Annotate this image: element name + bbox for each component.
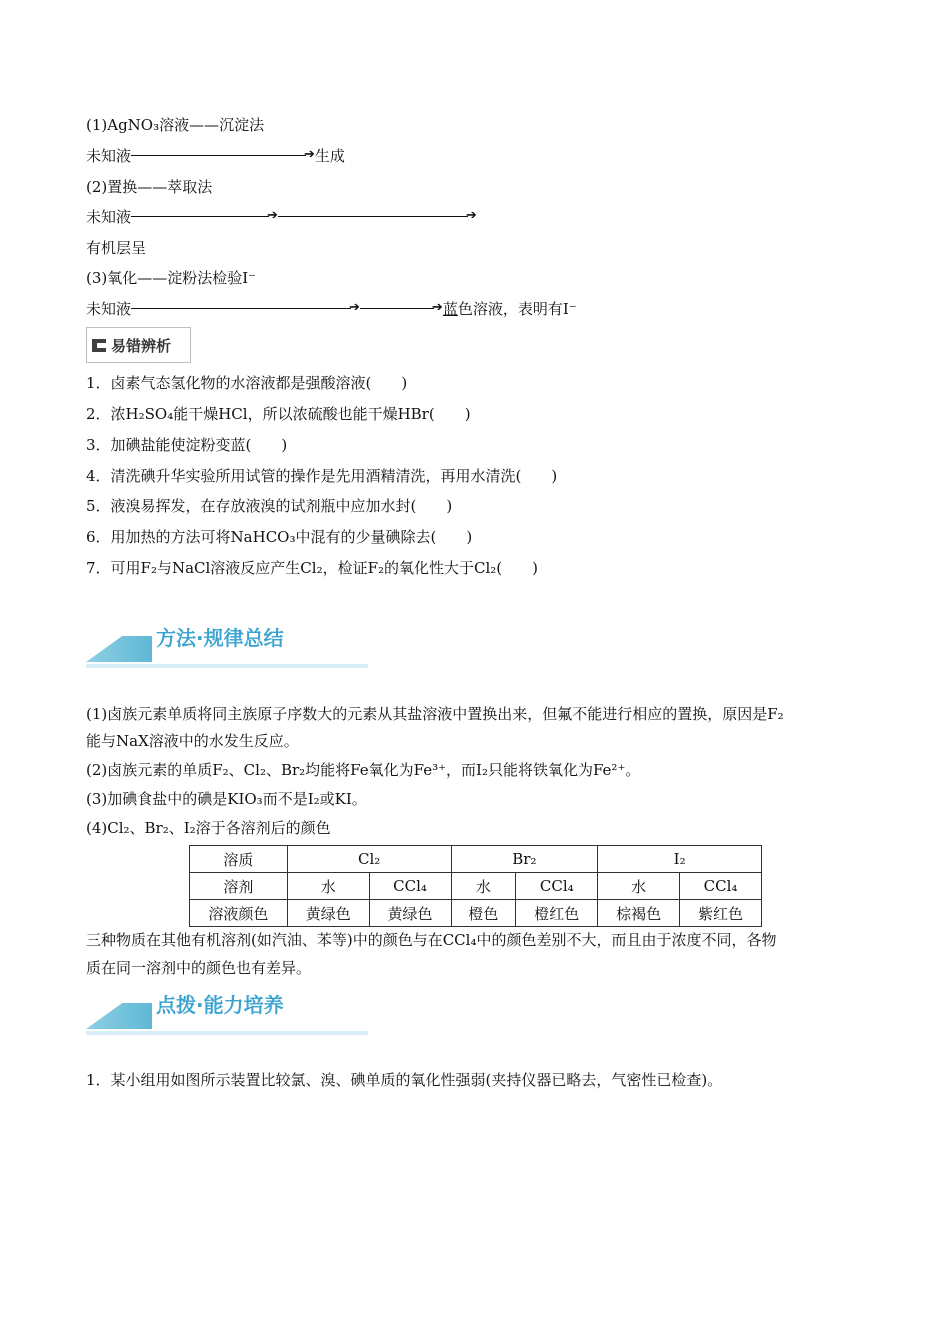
table-cell: 水	[598, 873, 680, 900]
table-cell: 水	[287, 873, 369, 900]
table-header-solvent: 溶剂	[190, 873, 288, 900]
badge-label: 易错辨析	[111, 337, 172, 355]
method1-start: 未知液	[86, 147, 132, 165]
section-title: 方法·规律总结	[156, 626, 284, 650]
table-cell: Cl₂	[287, 846, 451, 873]
method2-title: (2)置换——萃取法	[86, 178, 213, 196]
table-cell: 橙色	[451, 900, 516, 927]
section-triangle-decoration	[86, 636, 152, 662]
table-cell: CCl₄	[680, 873, 762, 900]
badge-e-icon	[92, 339, 106, 352]
table-cell: Br₂	[451, 846, 598, 873]
summary-paragraph: 三种物质在其他有机溶剂(如汽油、苯等)中的颜色与在CCl₄中的颜色差别不大，而且由于浓度不同，各物	[86, 931, 777, 949]
method3-flow	[86, 299, 577, 320]
table-row	[190, 846, 762, 873]
table-cell: 紫红色	[680, 900, 762, 927]
summary-paragraph: (2)卤族元素的单质F₂、Cl₂、Br₂均能将Fe氧化为Fe³⁺，而I₂只能将铁氧化为Fe²⁺。	[86, 761, 641, 779]
table-cell: CCl₄	[369, 873, 451, 900]
error-item: 2．浓H₂SO₄能干燥HCl，所以浓硫酸也能干燥HBr( )	[86, 405, 471, 423]
arrow-line	[131, 155, 306, 156]
arrow-line	[278, 216, 468, 217]
error-item: 1．卤素气态氢化物的水溶液都是强酸溶液( )	[86, 374, 408, 392]
table-cell: I₂	[598, 846, 762, 873]
question-item: 1．某小组用如图所示装置比较氯、溴、碘单质的氧化性强弱(夹持仪器已略去，气密性已检查)。	[86, 1071, 723, 1089]
error-item: 7．可用F₂与NaCl溶液反应产生Cl₂，检证F₂的氧化性大于Cl₂( )	[86, 559, 539, 577]
table-cell: 橙红色	[516, 900, 598, 927]
error-item: 6．用加热的方法可将NaHCO₃中混有的少量碘除去( )	[86, 528, 473, 546]
section-triangle-decoration	[86, 1003, 152, 1029]
arrow-line	[131, 216, 269, 217]
table-row	[190, 900, 762, 927]
table-cell: 黄绿色	[369, 900, 451, 927]
arrow-right-icon: ➔	[465, 208, 477, 223]
method1-flow	[86, 146, 345, 167]
method2-flow	[86, 207, 477, 228]
summary-paragraph: (4)Cl₂、Br₂、I₂溶于各溶剂后的颜色	[86, 819, 331, 837]
table-cell: 黄绿色	[287, 900, 369, 927]
solvent-color-table	[189, 845, 762, 927]
method1-end: 生成	[314, 147, 345, 165]
arrow-line	[360, 308, 434, 309]
method1-title: (1)AgNO₃溶液——沉淀法	[86, 116, 265, 134]
arrow-right-icon: ➔	[304, 147, 315, 162]
error-item: 5．液溴易挥发，在存放液溴的试剂瓶中应加水封( )	[86, 497, 453, 515]
arrow-right-icon: ➔	[349, 300, 360, 315]
section-title: 点拨·能力培养	[156, 993, 284, 1017]
summary-paragraph: (1)卤族元素单质将同主族原子序数大的元素从其盐溶液中置换出来，但氟不能进行相应的置换，原因是F₂	[86, 705, 784, 723]
method2-result: 有机层呈	[86, 239, 147, 257]
table-cell: CCl₄	[516, 873, 598, 900]
method3-end-underlined: 蓝	[442, 300, 458, 318]
arrow-right-icon: ➔	[267, 208, 278, 223]
table-cell: 水	[451, 873, 516, 900]
table-row	[190, 873, 762, 900]
error-analysis-badge	[86, 327, 191, 363]
table-header-solute: 溶质	[190, 846, 288, 873]
method3-start: 未知液	[86, 300, 132, 318]
section-header-methods	[86, 620, 368, 668]
arrow-right-icon: ➔	[431, 300, 443, 315]
method2-start: 未知液	[86, 208, 132, 226]
summary-paragraph: (3)加碘食盐中的碘是KIO₃而不是I₂或KI。	[86, 790, 367, 808]
summary-paragraph: 质在同一溶剂中的颜色也有差异。	[86, 959, 312, 977]
method3-end: 色溶液，表明有I⁻	[457, 300, 577, 318]
table-header-color: 溶液颜色	[190, 900, 288, 927]
error-item: 4．清洗碘升华实验所用试管的操作是先用酒精清洗，再用水清洗( )	[86, 467, 558, 485]
section-underline	[86, 664, 368, 668]
error-item: 3．加碘盐能使淀粉变蓝( )	[86, 436, 288, 454]
summary-paragraph: 能与NaX溶液中的水发生反应。	[86, 732, 299, 750]
section-underline	[86, 1031, 368, 1035]
method3-title: (3)氧化——淀粉法检验I⁻	[86, 269, 257, 287]
section-header-ability	[86, 987, 368, 1035]
table-cell: 棕褐色	[598, 900, 680, 927]
arrow-line	[131, 308, 351, 309]
